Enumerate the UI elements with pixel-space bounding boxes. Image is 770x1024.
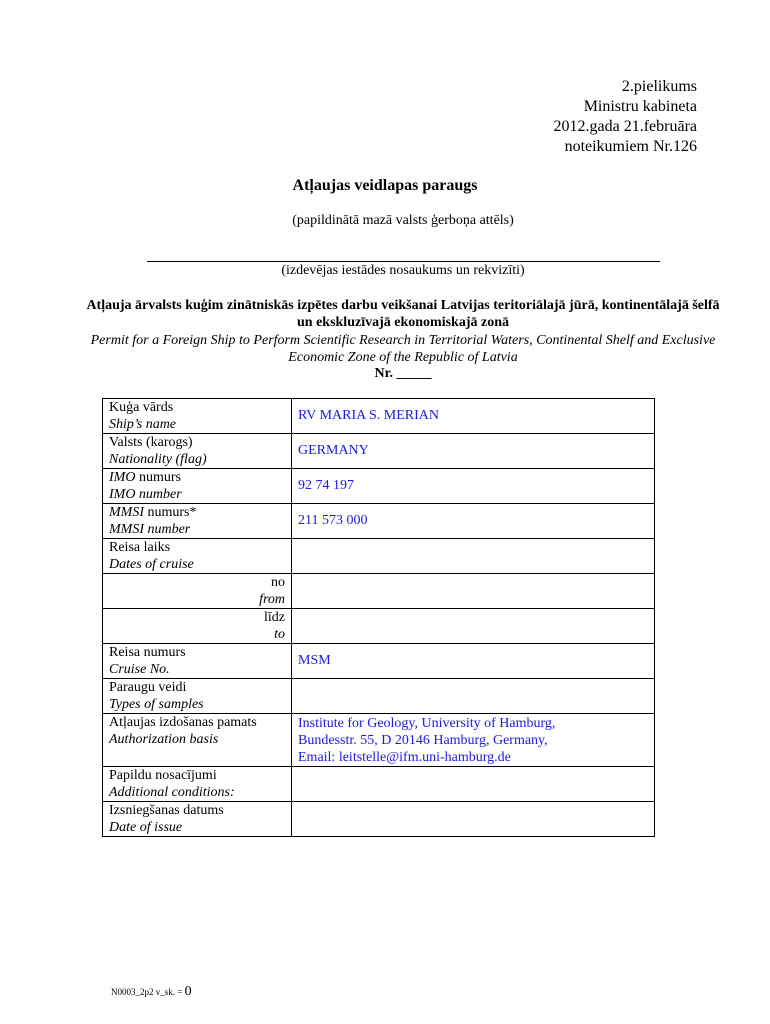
table-row-sample-types — [103, 679, 655, 714]
label-lv: Valsts (karogs) — [109, 435, 193, 450]
label-en: Additional conditions: — [109, 785, 235, 800]
mmsi-label — [103, 504, 292, 539]
additional-conditions-value — [292, 767, 655, 802]
table-row-date-of-issue — [103, 802, 655, 837]
label-lv: Atļaujas izdošanas pamats — [109, 715, 257, 730]
table-row-authorization-basis — [103, 714, 655, 767]
label-en: Cruise No. — [109, 662, 170, 677]
table-row-ship-name — [103, 399, 655, 434]
authorization-basis-label — [103, 714, 292, 767]
footer-code-text: N0003_2p2 v_sk. = — [111, 987, 185, 997]
annex-line-3: 2012.gada 21.februāra — [553, 118, 697, 135]
table-row-date-from — [103, 574, 655, 609]
table-row-nationality — [103, 434, 655, 469]
footer-code — [111, 984, 192, 1000]
cruise-number-value: MSM — [292, 644, 655, 679]
annex-line-1: 2.pielikums — [621, 78, 697, 95]
nationality-value: GERMANY — [292, 434, 655, 469]
permit-table — [102, 398, 655, 837]
label-lv: Reisa numurs — [109, 645, 186, 660]
date-from-label — [103, 574, 292, 609]
authorization-basis-value — [292, 714, 655, 767]
sample-types-label — [103, 679, 292, 714]
label-lv: numurs* — [144, 505, 197, 520]
permit-number: Nr. _____ — [374, 366, 432, 381]
table-row-additional-conditions — [103, 767, 655, 802]
cruise-number-label — [103, 644, 292, 679]
basis-line-1: Institute for Geology, University of Hamburg, — [298, 716, 556, 731]
imo-label — [103, 469, 292, 504]
annex-line-4: noteikumiem Nr.126 — [564, 138, 697, 155]
label-en: from — [259, 592, 285, 607]
label-lv: Reisa laiks — [109, 540, 171, 555]
label-en: Ship’s name — [109, 417, 177, 432]
nationality-label — [103, 434, 292, 469]
label-lv-abbr: MMSI — [109, 505, 144, 520]
coat-of-arms-note: (papildinātā mazā valsts ģerboņa attēls) — [292, 213, 514, 228]
label-en: Types of samples — [109, 697, 204, 712]
date-of-issue-label — [103, 802, 292, 837]
date-of-issue-value — [292, 802, 655, 837]
imo-value: 92 74 197 — [292, 469, 655, 504]
label-lv-abbr: IMO — [109, 470, 136, 485]
label-lv: Paraugu veidi — [109, 680, 187, 695]
table-row-date-to — [103, 609, 655, 644]
label-lv: Izsniegšanas datums — [109, 803, 224, 818]
additional-conditions-label — [103, 767, 292, 802]
basis-line-2: Bundesstr. 55, D 20146 Hamburg, Germany, — [298, 733, 548, 748]
label-en: Dates of cruise — [109, 557, 194, 572]
annex-line-2: Ministru kabineta — [583, 98, 697, 115]
label-en: to — [274, 627, 285, 642]
table-row-imo — [103, 469, 655, 504]
label-lv: numurs — [135, 470, 181, 485]
cruise-dates-label — [103, 539, 292, 574]
ship-name-value: RV MARIA S. MERIAN — [292, 399, 655, 434]
date-from-value — [292, 574, 655, 609]
label-en: MMSI number — [109, 522, 191, 537]
label-en: Nationality (flag) — [109, 452, 207, 467]
form-title: Atļaujas veidlapas paraugs — [292, 177, 478, 194]
label-lv: Kuģa vārds — [109, 400, 174, 415]
permit-heading-english: Permit for a Foreign Ship to Perform Scientific Research in Territorial Waters, Continental Shelf and Exclusive Economic Zone of the Republic of Latvia — [90, 333, 716, 365]
label-lv: no — [271, 575, 285, 590]
table-row-cruise-number — [103, 644, 655, 679]
label-lv: līdz — [264, 610, 285, 625]
table-row-mmsi — [103, 504, 655, 539]
issuer-signature-line — [147, 261, 660, 262]
date-to-value — [292, 609, 655, 644]
table-row-cruise-dates — [103, 539, 655, 574]
label-lv: Papildu nosacījumi — [109, 768, 217, 783]
sample-types-value — [292, 679, 655, 714]
ship-name-label — [103, 399, 292, 434]
basis-line-3: Email: leitstelle@ifm.uni-hamburg.de — [298, 750, 511, 765]
date-to-label — [103, 609, 292, 644]
label-en: Date of issue — [109, 820, 183, 835]
annex-reference — [554, 77, 698, 157]
label-en: IMO number — [109, 487, 182, 502]
mmsi-value: 211 573 000 — [292, 504, 655, 539]
label-en: Authorization basis — [109, 732, 219, 747]
cruise-dates-value — [292, 539, 655, 574]
permit-heading-latvian: Atļauja ārvalsts kuģim zinātniskās izpētes darbu veikšanai Latvijas teritoriālajā jūrā, kontinentālajā šelfā un ekskluzīvajā ekonomiskajā zonā — [86, 298, 720, 330]
footer-count: 0 — [184, 984, 192, 999]
issuer-note: (izdevējas iestādes nosaukums un rekvizīti) — [281, 263, 525, 278]
